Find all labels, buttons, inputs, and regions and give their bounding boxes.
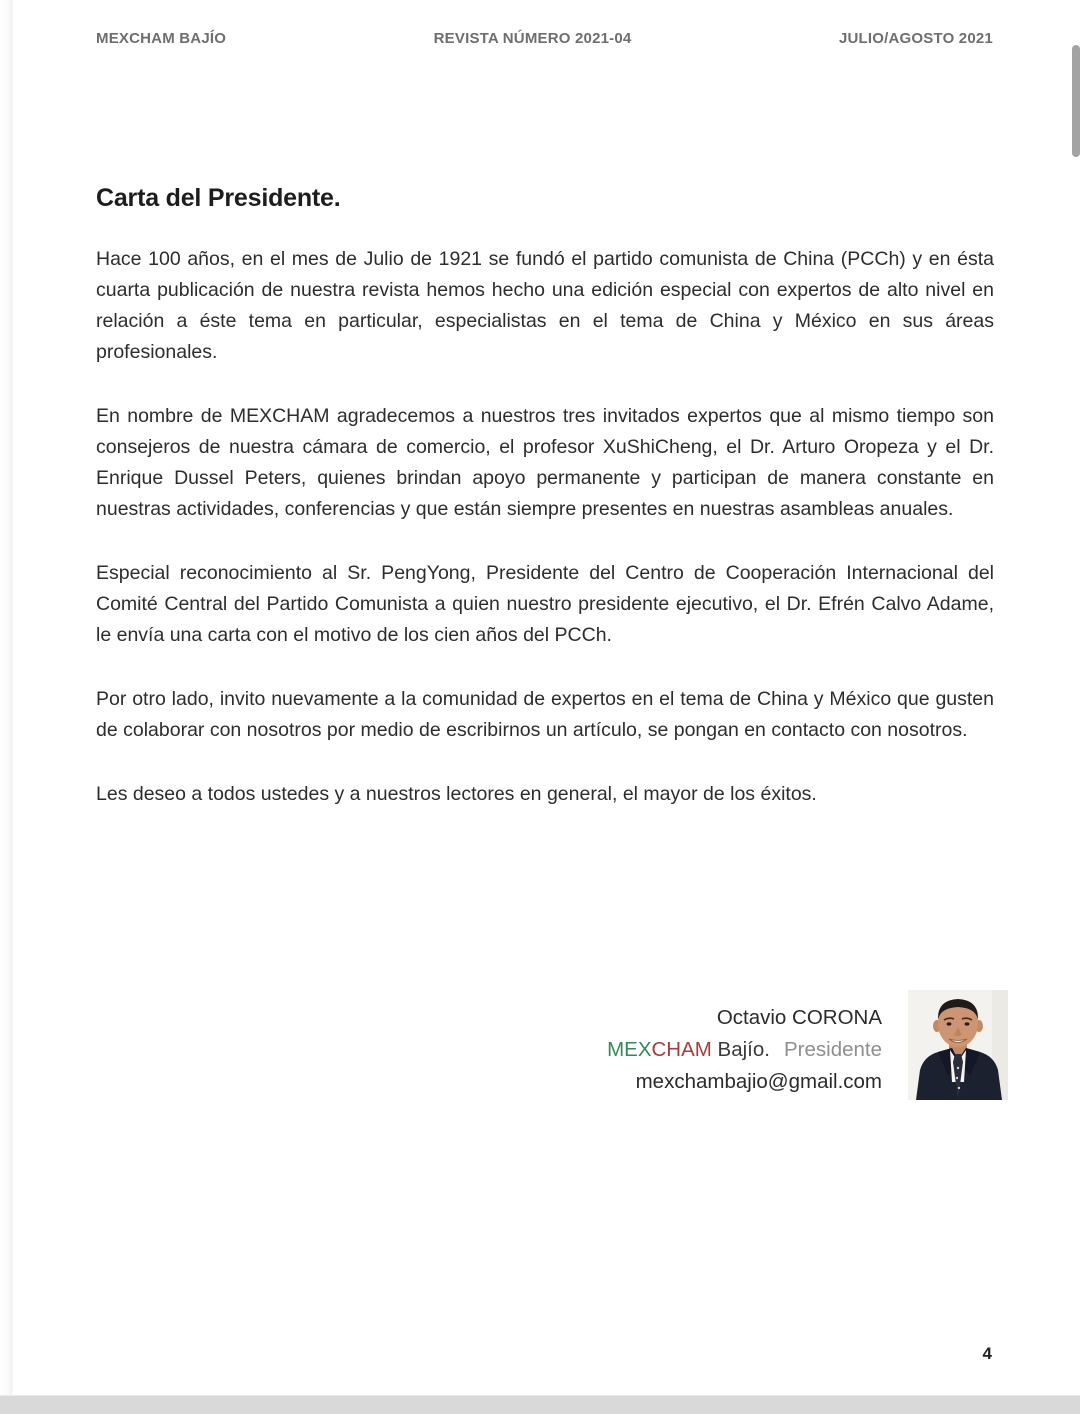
signature-text — [607, 990, 882, 1098]
page-edge — [0, 0, 13, 1414]
masthead-publisher: MEXCHAM BAJÍO — [96, 30, 227, 47]
masthead — [96, 30, 993, 47]
signature-block — [607, 990, 1008, 1100]
bottom-bar — [0, 1395, 1080, 1414]
signature-role: Presidente — [783, 1038, 882, 1061]
president-photo — [908, 990, 1008, 1100]
org-cham: CHAM — [651, 1038, 712, 1061]
signature-email: mexchambajio@gmail.com — [635, 1070, 882, 1093]
paragraph-1: Hace 100 años, en el mes de Julio de 1921 se fundó el partido comunista de China (PCCh) y en ésta cuarta publicación de nuestra revista hemos hecho una edición especial con expertos de alto nivel en relación a éste tema en particular, especialistas en el tema de China y México en sus áreas profesionales. — [96, 248, 994, 363]
signature-name: Octavio CORONA — [716, 1006, 882, 1029]
paragraph-5: Les deseo a todos ustedes y a nuestros lectores en general, el mayor de los éxitos. — [96, 783, 817, 805]
masthead-date: JULIO/AGOSTO 2021 — [838, 30, 993, 47]
org-mex: MEX — [607, 1038, 652, 1061]
paragraph-4: Por otro lado, invito nuevamente a la comunidad de expertos en el tema de China y México que gusten de colaborar con nosotros por medio de escribirnos un artículo, se pongan en contacto con nosotros. — [96, 688, 994, 741]
paragraph-2: En nombre de MEXCHAM agradecemos a nuestros tres invitados expertos que al mismo tiempo son consejeros de nuestra cámara de comercio, el profesor XuShiCheng, el Dr. Arturo Oropeza y el Dr. Enrique Dussel Peters, quienes brindan apoyo permanente y participan de manera constante en nuestras actividades, conferencias y que están siempre presentes en nuestras asambleas anuales. — [96, 405, 994, 520]
masthead-issue: REVISTA NÚMERO 2021-04 — [433, 30, 632, 47]
letter-body — [96, 244, 994, 810]
page-number: 4 — [982, 1344, 992, 1363]
paragraph-3: Especial reconocimiento al Sr. PengYong, Presidente del Centro de Cooperación Internacional del Comité Central del Partido Comunista a quien nuestro presidente ejecutivo, el Dr. Efrén Calvo Adame, le envía una carta con el motivo de los cien años del PCCh. — [96, 562, 994, 646]
signature-org-line — [607, 1034, 882, 1066]
scrollbar-thumb[interactable] — [1072, 45, 1080, 157]
page-title: Carta del Presidente. — [96, 184, 341, 212]
org-bajio: Bajío. — [711, 1038, 770, 1061]
